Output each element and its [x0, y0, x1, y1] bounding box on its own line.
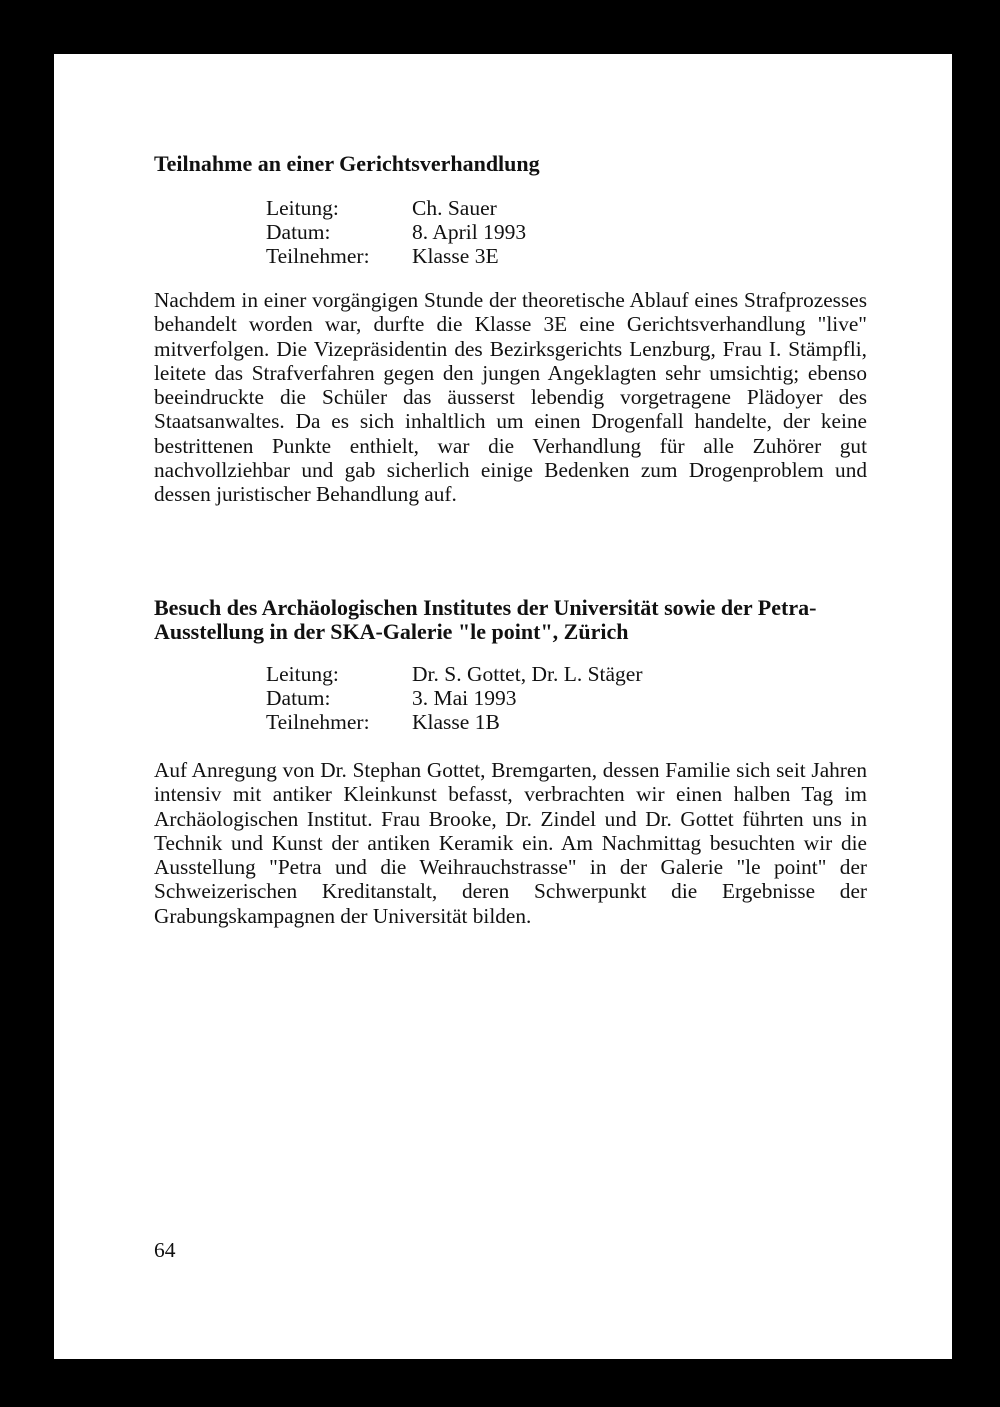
section-1-body: Nachdem in einer vorgängigen Stunde der theoretische Ablauf eines Strafprozesses behandelt worden war, durfte die Klasse 3E eine Gerichtsverhandlung "live" mitverfolgen. Die Vizepräsidentin des Bezirksgerichts Lenzburg, Frau I. Stämpfli, leitete das Strafverfahren gegen den jungen Angeklagten sehr umsichtig; ebenso beeindruckte die Schüler das äusserst lebendig vorgetragene Plädoyer des Staatsanwaltes. Da es sich inhaltlich um einen Drogenfall handelte, der keine bestrittenen Punkte enthielt, war die Verhandlung für alle Zuhörer gut nachvollziehbar und gab sicherlich einige Bedenken zum Drogenproblem und dessen juristischer Behandlung auf. [154, 288, 867, 507]
meta-value: Klasse 3E [412, 244, 499, 268]
section-1-heading: Teilnahme an einer Gerichtsverhandlung [154, 151, 540, 176]
meta-key: Datum: [266, 220, 331, 244]
section-2-heading: Besuch des Archäologischen Institutes der Universität sowie der Petra-Ausstellung in der SKA-Galerie "le point", Zürich [154, 595, 817, 644]
meta-key: Datum: [266, 686, 331, 710]
meta-value: Ch. Sauer [412, 196, 497, 220]
section-2-meta [266, 662, 643, 734]
meta-key: Teilnehmer: [266, 244, 370, 268]
meta-value: 8. April 1993 [412, 220, 527, 244]
section-1-meta [266, 196, 526, 268]
meta-row-leitung [266, 662, 643, 686]
meta-key: Leitung: [266, 196, 339, 220]
meta-value: Klasse 1B [412, 710, 500, 734]
meta-row-teilnehmer [266, 710, 643, 734]
meta-row-leitung [266, 196, 526, 220]
meta-key: Teilnehmer: [266, 710, 370, 734]
meta-row-teilnehmer [266, 244, 526, 268]
meta-value: 3. Mai 1993 [412, 686, 517, 710]
page-number: 64 [154, 1238, 176, 1262]
meta-key: Leitung: [266, 662, 339, 686]
meta-row-datum [266, 686, 643, 710]
meta-row-datum [266, 220, 526, 244]
meta-value: Dr. S. Gottet, Dr. L. Stäger [412, 662, 643, 686]
document-page [54, 54, 952, 1359]
section-2-body: Auf Anregung von Dr. Stephan Gottet, Bremgarten, dessen Familie sich seit Jahren intensiv mit antiker Kleinkunst befasst, verbrachten wir einen halben Tag im Archäologischen Institut. Frau Brooke, Dr. Zindel und Dr. Gottet führten uns in Technik und Kunst der antiken Keramik ein. Am Nachmittag besuchten wir die Ausstellung "Petra und die Weihrauchstrasse" in der Galerie "le point" der Schweizerischen Kreditanstalt, deren Schwerpunkt die Ergebnisse der Grabungskampagnen der Universität bilden. [154, 758, 867, 928]
